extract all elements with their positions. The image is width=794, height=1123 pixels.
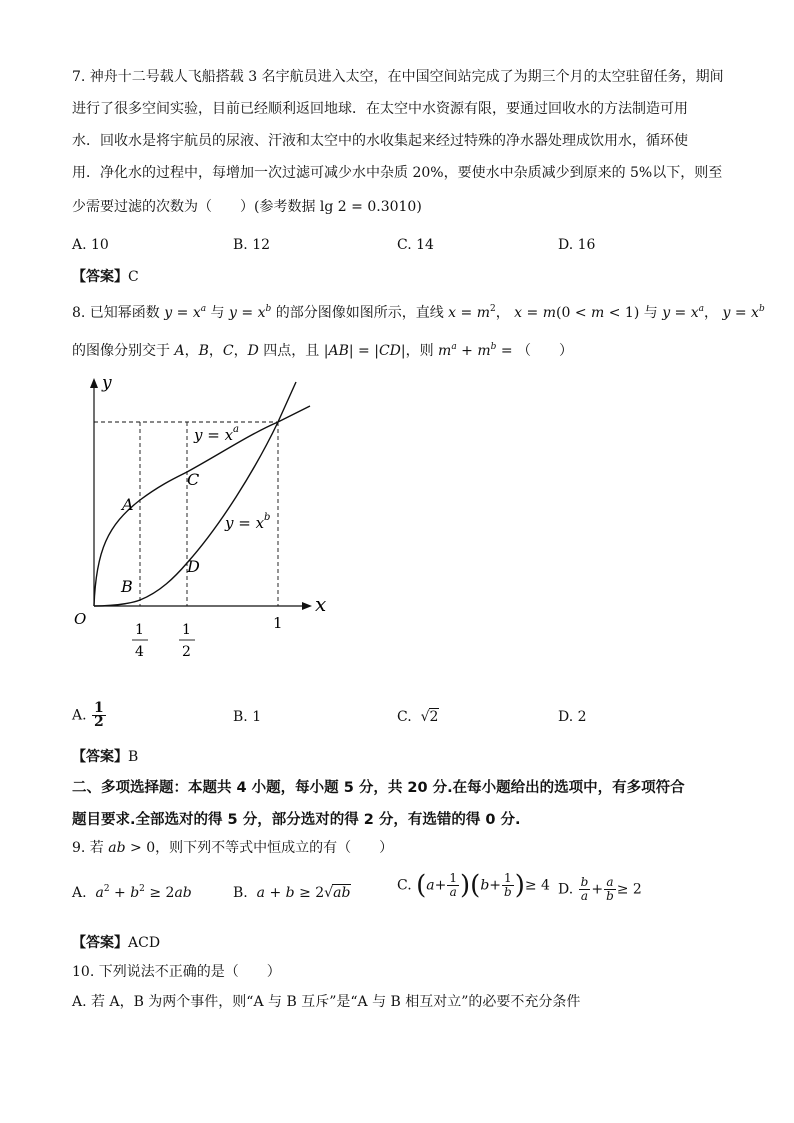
q9-option-b: B. a + b ≥ 2√ab: [233, 885, 351, 901]
q10-option-a: A. 若 A，B 为两个事件，则“A 与 B 互斥”是“A 与 B 相互对立”的必要不充分条件: [72, 994, 581, 1010]
q9-answer: [72, 932, 160, 952]
q8-text: 的部分图像如图所示，直线: [271, 305, 449, 321]
q9-option-d: D. $\frac{b}{a}$ + $\frac{a}{b}$ ≥ 2: [558, 875, 642, 903]
option-label: D.: [558, 881, 574, 898]
y-axis-label: y: [102, 373, 112, 393]
q9-text: ，则下列不等式中恒成立的有（ ）: [155, 840, 394, 856]
tick-label-one: 1: [273, 614, 283, 632]
fraction-denominator: 2: [94, 714, 104, 730]
curve-a-label-text: y = x: [194, 426, 234, 444]
point-a-label: A: [122, 495, 134, 514]
curve-b-label-exp: b: [264, 512, 271, 523]
curve-a-label-exp: a: [233, 424, 240, 435]
tick-label-quarter-den: 4: [135, 644, 144, 660]
point-b-label: B: [121, 577, 133, 596]
q8-option-c: C. √2: [397, 709, 439, 725]
tick-label-half-den: 2: [182, 644, 191, 660]
answer-label: 【答案】: [72, 935, 128, 951]
q7-stem-line-1: 7. 神舟十二号载人飞船搭载 3 名宇航员进入太空，在中国空间站完成了为期三个月的太空驻留任务，期间: [72, 69, 724, 85]
answer-value: C: [128, 269, 139, 285]
y-axis-arrow: [90, 378, 98, 388]
section-2-heading-line-2: 题目要求.全部选对的得 5 分，部分选对的得 2 分，有选错的得 0 分.: [72, 812, 521, 828]
q8-stem-line-2: 的图像分别交于 A，B，C，D 四点，且 |AB| = |CD|，则 $m^a + m^b$ = （ ）: [72, 342, 574, 359]
x-axis-arrow: [302, 602, 312, 610]
q8-option-a: [72, 702, 107, 729]
fraction-numerator: 1: [94, 700, 104, 716]
origin-label: O: [74, 610, 87, 628]
point-c-label: C: [187, 470, 200, 489]
point-d-label: D: [187, 557, 200, 576]
tick-label-half-num: 1: [182, 622, 191, 638]
sqrt-value: 2: [429, 709, 439, 725]
power-function-graph: [60, 370, 360, 670]
q7-option-d: D. 16: [558, 237, 596, 253]
tick-label-quarter-num: 1: [135, 622, 144, 638]
q7-stem-line-4: 用．净化水的过程中，每增加一次过滤可减少水中杂质 20%，要使水中杂质减少到原来的 5%以下，则至: [72, 165, 723, 181]
q8-text: ，: [704, 305, 719, 321]
curve-a-label: [193, 424, 239, 444]
q7-option-a: A. 10: [72, 237, 109, 253]
q9-text: 9. 若: [72, 840, 109, 856]
option-label: C.: [397, 877, 412, 894]
option-label: C.: [397, 709, 412, 725]
curve-b-label: [224, 512, 270, 532]
x-axis-label: x: [315, 592, 327, 616]
option-label: B.: [233, 885, 248, 901]
q8-text: ，: [495, 305, 510, 321]
q8-text: 与: [206, 305, 230, 321]
q9-stem: 9. 若 ab > 0，则下列不等式中恒成立的有（ ）: [72, 840, 394, 856]
q10-stem: 10. 下列说法不正确的是（ ）: [72, 964, 281, 980]
q8-text: 8. 已知幂函数: [72, 305, 165, 321]
q9-option-a: A. $a^2 + b^2 \ge 2ab$: [72, 884, 192, 901]
q7-option-b: B. 12: [233, 237, 271, 253]
q7-answer: [72, 266, 139, 286]
q8-option-b: B. 1: [233, 709, 262, 725]
answer-value: B: [128, 749, 139, 765]
q9-option-c: C. (a+ $\frac{1}{a}$ )(b+ $\frac{1}{b}$ )≥ 4: [397, 870, 550, 901]
q8-text: 与: [639, 305, 663, 321]
q7-stem-line-2: 进行了很多空间实验，目前已经顺利返回地球．在太空中水资源有限，要通过回收水的方法制造可用: [72, 101, 688, 117]
q8-option-d: D. 2: [558, 709, 587, 725]
answer-label: 【答案】: [72, 269, 128, 285]
q8-text: 四点，且: [258, 343, 324, 359]
q8-text: ，则: [405, 343, 439, 359]
option-label: A.: [72, 885, 87, 901]
answer-label: 【答案】: [72, 749, 128, 765]
answer-value: ACD: [128, 935, 161, 951]
q8-text: = （ ）: [496, 343, 574, 359]
q7-stem-line-5: 少需要过滤的次数为（ ）(参考数据 lg 2 = 0.3010): [72, 199, 422, 215]
q8-stem-line-1: 8. 已知幂函数 $y = x^a$ 与 $y = x^b$ 的部分图像如图所示，直线 $x = m^2$， x = m(0 < m < 1) 与 $y = x^a$， $y = x^b$: [72, 304, 765, 321]
q7-option-c: C. 14: [397, 237, 434, 253]
option-label: A.: [72, 707, 87, 724]
q8-answer: [72, 746, 138, 766]
curve-b-label-text: y = x: [225, 514, 265, 532]
section-2-heading-line-1: 二、多项选择题：本题共 4 小题，每小题 5 分，共 20 分.在每小题给出的选项中，有多项符合: [72, 780, 685, 796]
q7-stem-line-3: 水．回收水是将宇航员的尿液、汗液和太空中的水收集起来经过特殊的净水器处理成饮用水，循环使: [72, 133, 688, 149]
q8-text: 的图像分别交于: [72, 343, 175, 359]
fraction-one-half: [92, 702, 106, 729]
